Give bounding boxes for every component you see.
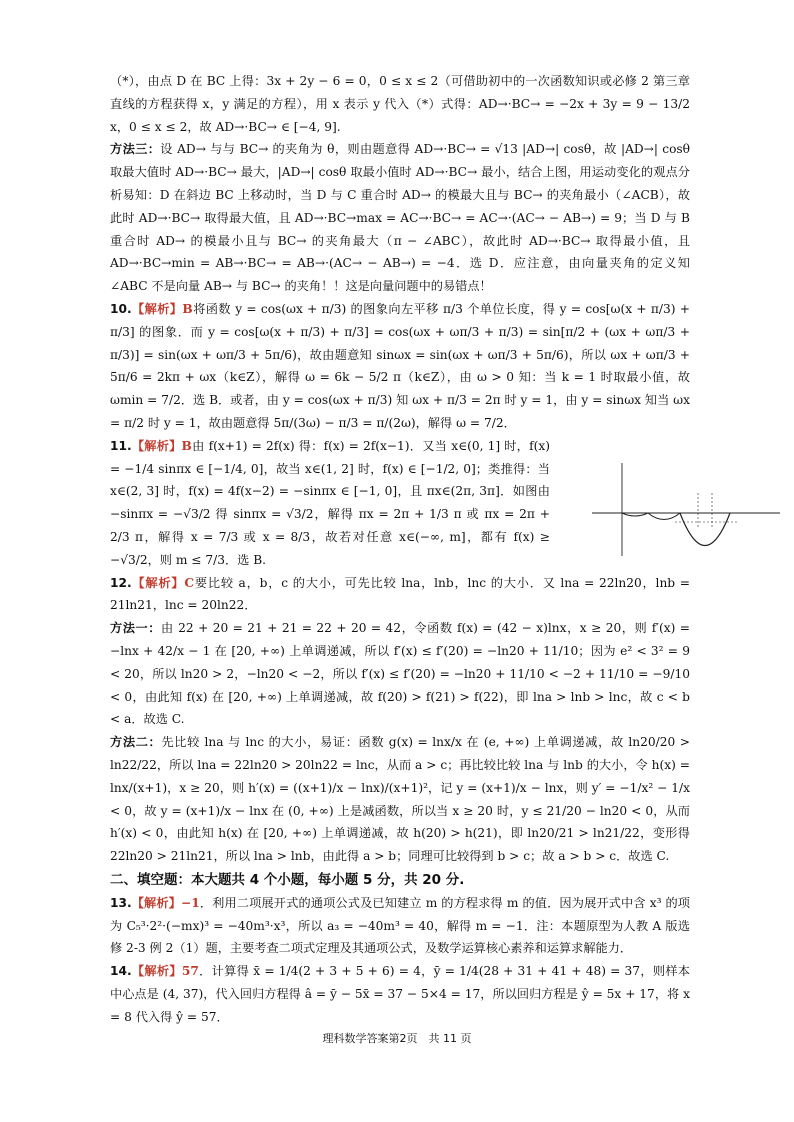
page-footer: 理科数学答案第2页 共 11 页 [322, 1032, 472, 1045]
answer-tag: 【解析】B [131, 301, 193, 316]
curve-segment-2 [648, 513, 680, 520]
question-number: 13. [110, 895, 132, 910]
answer-tag: 【解析】B [131, 438, 192, 453]
solution-text: 要比较 a，b，c 的大小，可先比较 lna，lnb，lnc 的大小．又 lna = 22ln20，lnb = 21ln21，lnc = 20ln22． [110, 575, 690, 613]
method-two [110, 731, 690, 868]
question-number: 11. [110, 438, 132, 453]
solution-10 [110, 298, 690, 435]
solution-text: ．计算得 x̄ = 1/4(2 + 3 + 5 + 6) = 4，ȳ = 1/4(28 + 31 + 41 + 48) = 37，则样本中心点是 (4, 37)，代入回归方程得 â = ȳ − 5x̄ = 37 − 5×4 = 17，所以回归方程是 ŷ = 5x + 17，将 x = 8 代入得 ŷ = 57． [110, 964, 690, 1024]
solution-13 [110, 892, 690, 960]
paragraph-continuation: （*），由点 D 在 BC 上得：3x + 2y − 6 = 0，0 ≤ x ≤ 2（可借助初中的一次函数知识或必修 2 第三章直线的方程获得 x，y 满足的方程），用 x 表示 y 代入（*）式得：AD→·BC→ = −2x + 3y = 9 − 13/2 x，0 ≤ x ≤ 2，故 AD→·BC→ ∈ [−4, 9]. [110, 74, 690, 134]
solution-14 [110, 960, 690, 1028]
question-number: 10. [110, 301, 132, 316]
method-three [110, 138, 690, 298]
question-number: 14. [110, 964, 132, 979]
method-text: 由 22 + 20 = 21 + 21 = 22 + 20 = 42，令函数 f(x) = (42 − x)lnx，x ≥ 20，则 f′(x) = −lnx + 42/x − 1 在 [20, +∞) 上单调递减，所以 f′(x) ≤ f′(20) = −ln20 + 11/10；因为 e² < 3² = 9 < 20，所以 ln20 > 2，−ln20 < −2，所以 f′(x) ≤ f′(20) = −ln20 + 11/10 < −2 + 11/10 = −9/10 < 0，由此知 f(x) 在 [20, +∞) 上单调递减，故 f(20) > f(21) > f(22)，即 lna > lnb > lnc，故 c < b < a．故选 C. [110, 621, 691, 727]
solution-text: 由 f(x+1) = 2f(x) 得：f(x) = 2f(x−1)．又当 x∈(0, 1] 时，f(x) = −1/4 sinπx ∈ [−1/4, 0]，故当 x∈(1, 2] 时，f(x) ∈ [−1/2, 0]；类推得：当 x∈(2, 3] 时，f(x) = 4f(x−2) = −sinπx ∈ [−1, 0]，且 πx∈(2π, 3π]．如图由 −sinπx = −√3/2 得 sinπx = √3/2，解得 πx = 2π + 1/3 π 或 πx = 2π + 2/3 π，解得 x = 7/3 或 x = 8/3，故若对任意 x∈(−∞, m]，都有 f(x) ≥ −√3/2，则 m ≤ 7/3．选 B. [110, 438, 550, 567]
method-text: 设 AD→ 与与 BC→ 的夹角为 θ，则由题意得 AD→·BC→ = √13 |AD→| cosθ，故 |AD→| cosθ 取最大值时 AD→·BC→ 最大，|AD→| cosθ 取最小值时 AD→·BC→ 最小，结合上图，用运动变化的观点分析易知：D 在斜边 BC 上移动时，当 D 与 C 重合时 AD→ 的模最大且与 BC→ 的夹角最小（∠ACB），故此时 AD→·BC→ 取得最大值，且 AD→·BC→max = AC→·BC→ = AC→·(AC→ − AB→) = 9；当 D 与 B 重合时 AD→ 的模最小且与 BC→ 的夹角最大（π − ∠ABC），故此时 AD→·BC→ 取得最小值，且 AD→·BC→min = AB→·BC→ = AB→·(AC→ − AB→) = −4．选 D．应注意，由向量夹角的定义知 ∠ABC 不是向量 AB→ 与 BC→ 的夹角！！这是向量问题中的易错点！ [110, 142, 690, 294]
solution-12 [110, 572, 690, 618]
question-number: 12. [110, 575, 132, 590]
curve-segment-3 [680, 513, 730, 546]
method-text: 先比较 lna 与 lnc 的大小，易证：函数 g(x) = lnx/x 在 (e, +∞) 上单调递减，故 ln20/20 > ln22/22，所以 lna = 22ln20 > 20ln22 = lnc，从而 a > c；再比较比较 lna 与 lnb 的大小，令 h(x) = lnx/(x+1)，x ≥ 20，则 h′(x) = ((x+1)/x − lnx)/(x+1)²，记 y = (x+1)/x − lnx，则 y′ = −1/x² − 1/x < 0，故 y = (x+1)/x − lnx 在 (0, +∞) 上是减函数，所以当 x ≥ 20 时，y ≤ 21/20 − ln20 < 0，从而 h′(x) < 0，由此知 h(x) 在 [20, +∞) 上单调递减，故 h(20) > h(21)，即 ln20/21 > ln21/22，变形得 22ln20 > 21ln21，所以 lna > lnb，由此得 a > b；同理可比较得到 b > c；故 a > b > c．故选 C. [110, 735, 690, 864]
solution-11 [110, 435, 550, 572]
sine-graph-figure [580, 458, 785, 558]
method-label: 方法三： [110, 142, 161, 157]
method-one [110, 617, 690, 731]
solution-text: 将函数 y = cos(ωx + π/3) 的图象向左平移 π/3 个单位长度，得 y = cos[ω(x + π/3) + π/3] 的图象．而 y = cos[ω(x + π/3) + π/3] = cos(ωx + ωπ/3 + π/3) = sin[π/2 + (ωx + ωπ/3 + π/3)] = sin(ωx + ωπ/3 + 5π/6)，故由题意知 sinωx = sin(ωx + ωπ/3 + 5π/6)，所以 ωx + ωπ/3 + 5π/6 = 2kπ + ωx（k∈Z），解得 ω = 6k − 5/2 π（k∈Z），由 ω > 0 知：当 k = 1 时取最小值，故 ωmin = 7/2．选 B．或者，由 y = cos(ωx + π/3) 知 ωx + π/3 = 2π 时 y = 1，由 y = sinωx 知当 ωx = π/2 时 y = 1，故由题意得 5π/(3ω) − π/3 = π/(2ω)，解得 ω = 7/2． [110, 301, 690, 430]
section-heading-fill-in: 二、填空题：本大题共 4 个小题，每小题 5 分，共 20 分. [110, 871, 465, 888]
solution-text: ．利用二项展开式的通项公式及已知建立 m 的方程求得 m 的值．因为展开式中含 x³ 的项为 C₅³·2²·(−mx)³ = −40m³·x³，所以 a₃ = −40m³ = 40，解得 m = −1．注：本题原型为人教 A 版选修 2-3 例 2（1）题，主要考查二项式定理及其通项公式，及数学运算核心素养和运算求解能力． [110, 895, 690, 956]
method-label: 方法一： [110, 621, 161, 636]
curve-segment-1 [622, 513, 648, 516]
answer-tag: 【解析】57 [131, 964, 199, 979]
method-label: 方法二： [110, 735, 162, 750]
answer-tag: 【解析】−1 [131, 895, 200, 910]
answer-tag: 【解析】C [131, 575, 195, 590]
